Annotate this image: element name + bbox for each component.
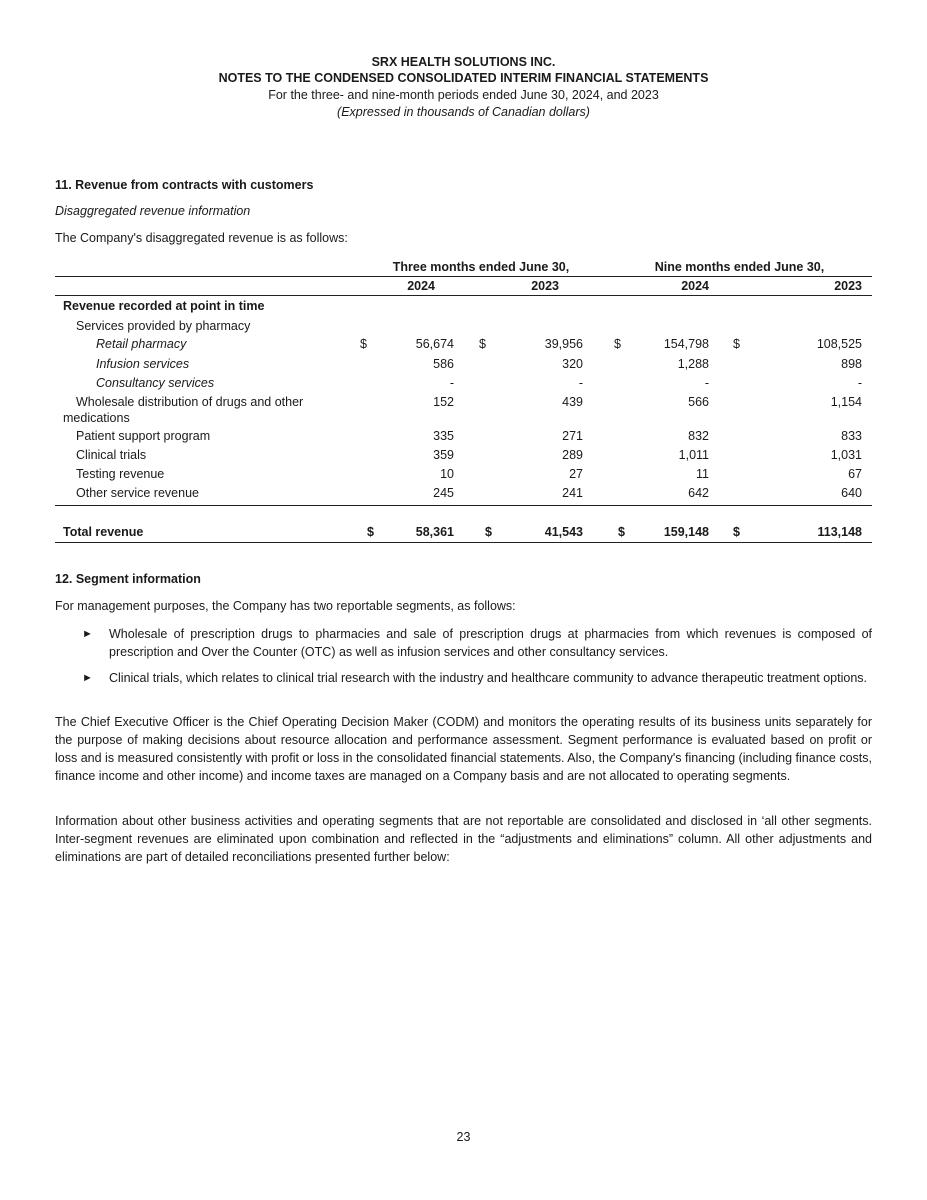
company-name: SRX HEALTH SOLUTIONS INC. [371,55,556,69]
subsection-label: Services provided by pharmacy [76,319,251,333]
currency-symbol: $ [733,337,740,351]
row-label: Patient support program [76,429,211,443]
cell-value: 1,031 [830,448,862,462]
row-label-continuation: medications [63,411,130,425]
cell-value: 833 [841,429,862,443]
currency-symbol: $ [367,525,374,539]
paragraph-codm: The Chief Executive Officer is the Chief Operating Decision Maker (CODM) and monitors the operating results of its business units separately for the purpose of making decisions about resource allocation and performance assessment. Segment performance is evaluated based on profit or loss and is measured consistently with profit or loss in the consolidated financial statements. Also, the Company's financing (including finance costs, finance income and other income) and income taxes are managed on a Company basis and are not allocated to operating segments. [55,715,872,783]
row-label: Other service revenue [76,486,199,500]
bullet-text: Clinical trials, which relates to clinical trial research with the industry and healthcare community to advance therapeutic treatment options. [109,671,868,685]
header-three-months: Three months ended June 30, [392,260,570,274]
subtotal-rule [55,505,872,506]
bullet-arrow-icon: ► [82,628,93,640]
cell-value: 27 [569,467,583,481]
total-value: 41,543 [544,525,583,539]
years-rule [55,295,872,296]
year-header: 2024 [407,279,435,293]
cell-value: 67 [848,467,862,481]
table-subsection-label [55,319,872,337]
cell-value: 898 [841,357,862,371]
section-12-intro: For management purposes, the Company has two reportable segments, as follows: [55,599,516,613]
bullet-item [55,625,872,661]
year-header: 2024 [681,279,709,293]
cell-value: 289 [562,448,583,462]
table-row [55,357,872,375]
cell-value: 1,011 [678,448,709,462]
period-line: For the three- and nine-month periods ended June 30, 2024, and 2023 [268,88,659,102]
table-row [55,467,872,485]
section-12-heading: 12. Segment information [55,572,201,586]
cell-value: 245 [433,486,454,500]
cell-value: - [704,376,709,390]
cell-value: 108,525 [816,337,862,351]
total-rule [55,542,872,543]
cell-value: 1,154 [830,395,862,409]
row-label: Clinical trials [76,448,147,462]
cell-value: 359 [433,448,454,462]
cell-value: 271 [562,429,583,443]
cell-value: 566 [688,395,709,409]
table-row [55,337,872,355]
cell-value: 39,956 [544,337,583,351]
total-value: 113,148 [817,525,862,539]
table-row [55,448,872,466]
table-row [55,395,872,429]
cell-value: - [449,376,454,390]
bullet-arrow-icon: ► [82,672,93,684]
cell-value: 10 [440,467,454,481]
section-label: Revenue recorded at point in time [63,299,265,313]
page-number: 23 [456,1130,471,1144]
section-11-heading: 11. Revenue from contracts with customers [55,178,314,192]
row-label: Infusion services [96,357,190,371]
cell-value: 320 [562,357,583,371]
currency-symbol: $ [360,337,367,351]
header-nine-months: Nine months ended June 30, [654,260,825,274]
cell-value: 1,288 [677,357,709,371]
cell-value: 241 [562,486,583,500]
document-title: NOTES TO THE CONDENSED CONSOLIDATED INTERIM FINANCIAL STATEMENTS [218,71,709,85]
section-11-intro: The Company's disaggregated revenue is as follows: [55,231,348,245]
cell-value: - [578,376,583,390]
cell-value: 154,798 [663,337,709,351]
total-value: 159,148 [663,525,709,539]
year-header: 2023 [834,279,862,293]
table-section-label [55,299,872,317]
header-rule [55,276,872,277]
cell-value: 56,674 [415,337,454,351]
currency-symbol: $ [485,525,492,539]
cell-value: 640 [841,486,862,500]
table-row [55,429,872,447]
currency-note: (Expressed in thousands of Canadian dollars) [337,105,590,119]
document-page [55,0,872,1200]
row-label: Testing revenue [76,467,165,481]
currency-symbol: $ [618,525,625,539]
row-label: Retail pharmacy [96,337,187,351]
currency-symbol: $ [479,337,486,351]
total-label: Total revenue [63,525,144,539]
row-label: Wholesale distribution of drugs and other [76,395,304,409]
bullet-item [55,669,872,705]
cell-value: 152 [433,395,454,409]
table-total-row [55,525,872,543]
currency-symbol: $ [733,525,740,539]
cell-value: - [857,376,862,390]
cell-value: 832 [688,429,709,443]
paragraph-other-segments: Information about other business activities and operating segments that are not reportable are consolidated and disclosed in ‘all other segments. Inter-segment revenues are eliminated upon combination and reflected in the “adjustments and eliminations” column. All other adjustments and eliminations are part of detailed reconciliations presented further below: [55,814,872,864]
total-value: 58,361 [415,525,454,539]
section-11-subheading: Disaggregated revenue information [55,204,251,218]
row-label: Consultancy services [96,376,215,390]
cell-value: 586 [433,357,454,371]
table-row [55,486,872,504]
year-header: 2023 [531,279,559,293]
cell-value: 335 [433,429,454,443]
cell-value: 11 [696,467,709,481]
cell-value: 642 [688,486,709,500]
cell-value: 439 [562,395,583,409]
bullet-text: Wholesale of prescription drugs to pharmacies and sale of prescription drugs at pharmacies from which revenues is composed of prescription and Over the Counter (OTC) as well as infusion services and other consultancy services. [109,627,872,659]
table-row [55,376,872,394]
currency-symbol: $ [614,337,621,351]
